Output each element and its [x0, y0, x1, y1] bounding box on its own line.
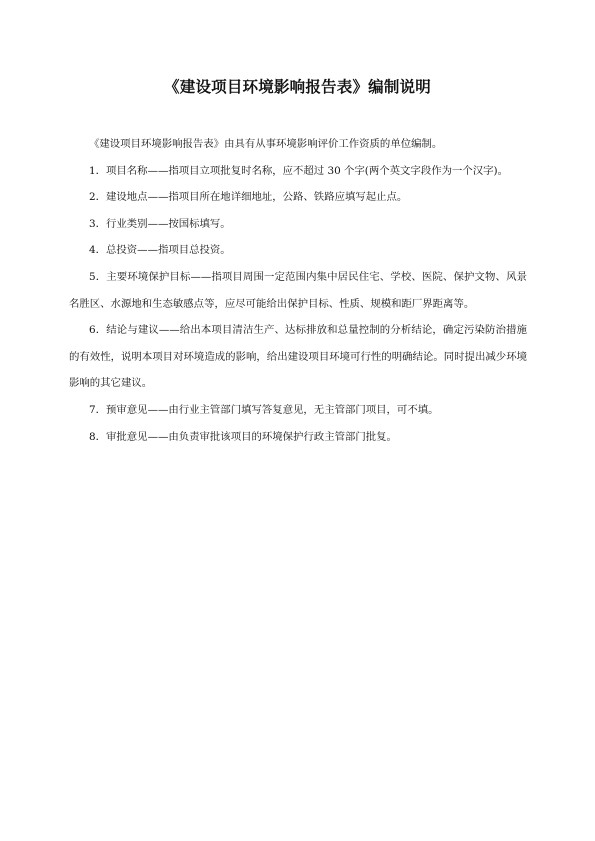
item-preliminary-review: 7．预审意见——由行业主管部门填写答复意见，无主管部门项目，可不填。	[89, 403, 439, 416]
item-project-name: 1．项目名称——指项目立项批复时名称，应不超过 30 个字(两个英文字段作为一个汉字)。	[89, 164, 508, 177]
item-total-investment: 4．总投资——指项目总投资。	[89, 244, 231, 257]
intro-paragraph: 《建设项目环境影响报告表》由具有从事环境影响评价工作资质的单位编制。	[89, 138, 443, 150]
item-conclusions: 6．结论与建议——给出本项目清洁生产、达标排放和总量控制的分析结论，确定污染防治措施的有效性，说明本项目对环境造成的影响，给出建设项目环境可行性的明确结论。同时提出减少环境影响的其它建议。	[69, 324, 527, 390]
item-approval-opinion: 8．审批意见——由负责审批该项目的环境保护行政主管部门批复。	[89, 430, 397, 443]
item-construction-site: 2．建设地点——指项目所在地详细地址，公路、铁路应填写起止点。	[89, 191, 408, 204]
document-title: 《建设项目环境影响报告表》编制说明	[164, 77, 431, 96]
item-industry-category: 3．行业类别——按国标填写。	[89, 217, 231, 230]
document-body	[69, 131, 527, 450]
item-protection-targets: 5．主要环境保护目标——指项目周围一定范围内集中居民住宅、学校、医院、保护文物、风景名胜区、水源地和生态敏感点等，应尽可能给出保护目标、性质、规模和距厂界距离等。	[69, 270, 527, 310]
